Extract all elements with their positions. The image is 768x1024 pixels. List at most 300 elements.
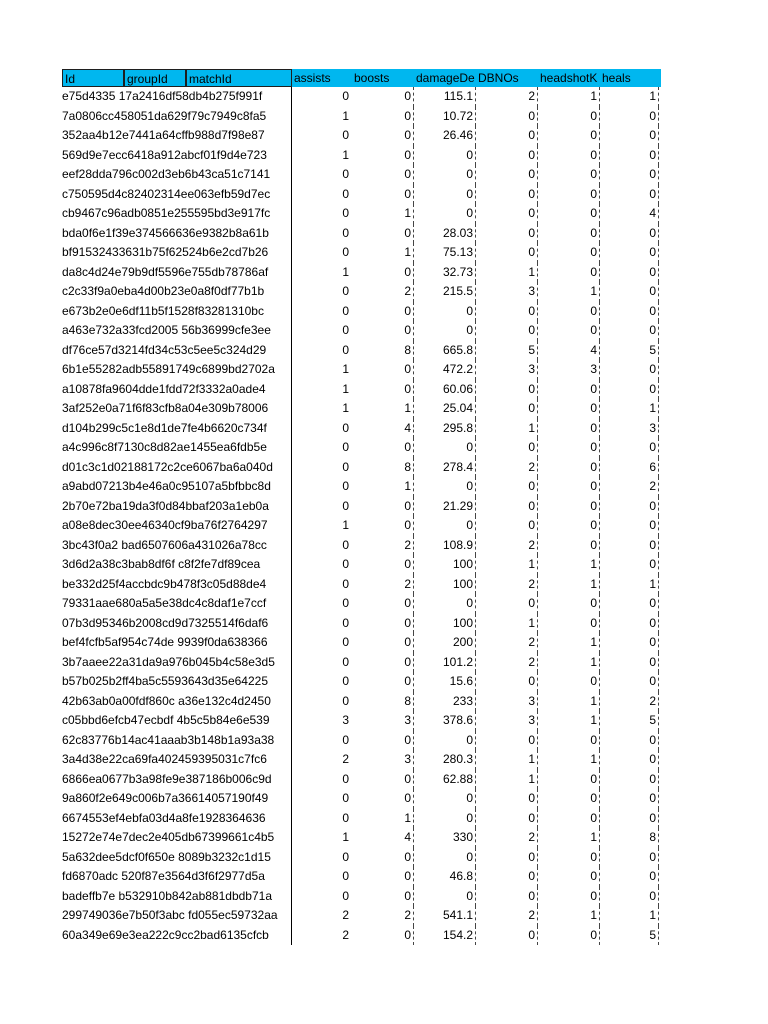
cell-id[interactable]: df76ce57d3214fd34c53c5ee5c324d29	[62, 342, 267, 357]
cell-dbnos[interactable]: 0	[528, 381, 535, 396]
cell-heals[interactable]: 4	[649, 206, 656, 220]
cell-id[interactable]: b57b025b2ff4ba5c5593643d35e64225	[62, 674, 268, 688]
cell-id[interactable]: a4c996c8f7130c8d82ae1455ea6fdb5e	[62, 440, 267, 454]
cell-assists[interactable]: 0	[342, 693, 349, 708]
cell-dbnos[interactable]: 0	[528, 401, 535, 415]
cell-heals[interactable]: 0	[649, 537, 656, 552]
cell-assists[interactable]: 1	[342, 264, 349, 279]
cell-id[interactable]: 6674553ef4ebfa03d4a8fe1928364636	[62, 810, 266, 825]
cell-assists[interactable]: 0	[342, 440, 349, 454]
header-matchid[interactable]: matchId	[186, 69, 292, 87]
cell-heals[interactable]: 0	[649, 869, 656, 883]
cell-boosts[interactable]: 0	[404, 89, 411, 103]
cell-assists[interactable]: 0	[342, 498, 349, 513]
cell-dbnos[interactable]: 3	[528, 693, 535, 708]
cell-id[interactable]: c750595d4c82402314ee063efb59d7ec	[62, 186, 271, 201]
cell-boosts[interactable]: 0	[404, 440, 411, 454]
cell-id[interactable]: 60a349e69e3ea222c9cc2bad6135cfcb	[62, 927, 269, 942]
cell-assists[interactable]: 1	[342, 147, 349, 162]
cell-heals[interactable]: 0	[649, 264, 656, 279]
cell-dbnos[interactable]: 1	[528, 557, 535, 571]
cell-headshotkills[interactable]: 0	[590, 596, 597, 610]
cell-dbnos[interactable]: 5	[528, 342, 535, 357]
cell-boosts[interactable]: 0	[404, 381, 411, 396]
cell-id[interactable]: 3a4d38e22ca69fa402459395031c7fc6	[62, 752, 267, 766]
cell-heals[interactable]: 2	[649, 479, 656, 493]
cell-assists[interactable]: 0	[342, 323, 349, 337]
cell-damage[interactable]: 28.03	[442, 225, 473, 240]
cell-boosts[interactable]: 0	[404, 596, 411, 610]
cell-damage[interactable]: 26.46	[442, 128, 473, 142]
cell-heals[interactable]: 0	[649, 732, 656, 747]
cell-id[interactable]: bda0f6e1f39e374566636e9382b8a61b	[62, 225, 269, 240]
cell-dbnos[interactable]: 2	[528, 830, 535, 844]
cell-id[interactable]: eef28dda796c002d3eb6b43ca51c7141	[62, 167, 271, 181]
cell-heals[interactable]: 0	[649, 849, 656, 864]
cell-headshotkills[interactable]: 0	[590, 849, 597, 864]
cell-boosts[interactable]: 2	[404, 576, 411, 591]
cell-headshotkills[interactable]: 0	[590, 401, 597, 415]
cell-assists[interactable]: 0	[342, 869, 349, 883]
cell-headshotkills[interactable]: 1	[590, 908, 597, 922]
cell-boosts[interactable]: 0	[404, 654, 411, 669]
cell-headshotkills[interactable]: 1	[590, 830, 597, 844]
cell-assists[interactable]: 0	[342, 479, 349, 493]
cell-assists[interactable]: 1	[342, 362, 349, 376]
cell-heals[interactable]: 0	[649, 888, 656, 903]
cell-dbnos[interactable]: 1	[528, 420, 535, 435]
cell-headshotkills[interactable]: 0	[590, 264, 597, 279]
cell-boosts[interactable]: 2	[404, 284, 411, 298]
cell-boosts[interactable]: 0	[404, 791, 411, 805]
cell-assists[interactable]: 0	[342, 284, 349, 298]
cell-dbnos[interactable]: 0	[528, 167, 535, 181]
cell-headshotkills[interactable]: 0	[590, 381, 597, 396]
cell-assists[interactable]: 0	[342, 245, 349, 259]
cell-dbnos[interactable]: 0	[528, 596, 535, 610]
cell-dbnos[interactable]: 0	[528, 245, 535, 259]
cell-boosts[interactable]: 0	[404, 108, 411, 123]
cell-heals[interactable]: 0	[649, 615, 656, 630]
cell-dbnos[interactable]: 0	[528, 810, 535, 825]
cell-boosts[interactable]: 0	[404, 635, 411, 649]
cell-heals[interactable]: 0	[649, 810, 656, 825]
cell-heals[interactable]: 6	[649, 459, 656, 474]
cell-heals[interactable]: 0	[649, 752, 656, 766]
cell-boosts[interactable]: 0	[404, 888, 411, 903]
cell-assists[interactable]: 0	[342, 615, 349, 630]
cell-damage[interactable]: 0	[466, 303, 473, 318]
cell-headshotkills[interactable]: 4	[590, 342, 597, 357]
cell-heals[interactable]: 0	[649, 771, 656, 786]
cell-id[interactable]: 79331aae680a5a5e38dc4c8daf1e7ccf	[62, 596, 267, 610]
cell-assists[interactable]: 0	[342, 537, 349, 552]
cell-assists[interactable]: 0	[342, 576, 349, 591]
cell-assists[interactable]: 0	[342, 303, 349, 318]
cell-dbnos[interactable]: 0	[528, 849, 535, 864]
cell-heals[interactable]: 3	[649, 420, 656, 435]
cell-assists[interactable]: 0	[342, 128, 349, 142]
cell-damage[interactable]: 0	[466, 186, 473, 201]
cell-dbnos[interactable]: 0	[528, 206, 535, 220]
cell-headshotkills[interactable]: 0	[590, 459, 597, 474]
cell-headshotkills[interactable]: 1	[590, 635, 597, 649]
cell-id[interactable]: e673b2e0e6df11b5f1528f83281310bc	[62, 303, 264, 318]
cell-dbnos[interactable]: 2	[528, 908, 535, 922]
cell-headshotkills[interactable]: 1	[590, 576, 597, 591]
cell-boosts[interactable]: 4	[404, 420, 411, 435]
cell-id[interactable]: 3d6d2a38c3bab8df6f c8f2fe7df89cea	[62, 557, 261, 571]
cell-id[interactable]: da8c4d24e79b9df5596e755db78786af	[62, 264, 269, 279]
cell-assists[interactable]: 0	[342, 342, 349, 357]
cell-damage[interactable]: 32.73	[442, 264, 473, 279]
cell-damage[interactable]: 0	[466, 479, 473, 493]
cell-headshotkills[interactable]: 0	[590, 440, 597, 454]
cell-id[interactable]: badeffb7e b532910b842ab881dbdb71a	[62, 888, 272, 903]
cell-id[interactable]: 5a632dee5dcf0f650e 8089b3232c1d15	[62, 849, 271, 864]
cell-headshotkills[interactable]: 0	[590, 810, 597, 825]
cell-assists[interactable]: 0	[342, 167, 349, 181]
cell-headshotkills[interactable]: 1	[590, 752, 597, 766]
cell-boosts[interactable]: 2	[404, 537, 411, 552]
cell-headshotkills[interactable]: 0	[590, 186, 597, 201]
cell-damage[interactable]: 0	[466, 147, 473, 162]
cell-headshotkills[interactable]: 0	[590, 479, 597, 493]
cell-id[interactable]: a9abd07213b4e46a0c95107a5bfbbc8d	[62, 479, 271, 493]
cell-assists[interactable]: 1	[342, 108, 349, 123]
cell-boosts[interactable]: 2	[404, 908, 411, 922]
cell-id[interactable]: 2b70e72ba19da3f0d84bbaf203a1eb0a	[62, 498, 269, 513]
cell-headshotkills[interactable]: 0	[590, 791, 597, 805]
cell-id[interactable]: 3bc43f0a2 bad6507606a431026a78cc	[62, 537, 267, 552]
cell-boosts[interactable]: 0	[404, 927, 411, 942]
cell-id[interactable]: 42b63ab0a00fdf860c a36e132c4d2450	[62, 693, 271, 708]
cell-damage[interactable]: 472.2	[442, 362, 473, 376]
cell-headshotkills[interactable]: 0	[590, 674, 597, 688]
cell-headshotkills[interactable]: 0	[590, 108, 597, 123]
cell-headshotkills[interactable]: 0	[590, 245, 597, 259]
cell-id[interactable]: 352aa4b12e7441a64cffb988d7f98e87	[62, 128, 265, 142]
cell-damage[interactable]: 665.8	[442, 342, 473, 357]
cell-headshotkills[interactable]: 0	[590, 615, 597, 630]
cell-heals[interactable]: 0	[649, 128, 656, 142]
cell-heals[interactable]: 5	[649, 927, 656, 942]
cell-headshotkills[interactable]: 0	[590, 128, 597, 142]
cell-assists[interactable]: 0	[342, 791, 349, 805]
cell-dbnos[interactable]: 0	[528, 147, 535, 162]
cell-headshotkills[interactable]: 0	[590, 206, 597, 220]
cell-id[interactable]: cb9467c96adb0851e255595bd3e917fc	[62, 206, 271, 220]
cell-headshotkills[interactable]: 0	[590, 167, 597, 181]
cell-headshotkills[interactable]: 0	[590, 771, 597, 786]
cell-damage[interactable]: 10.72	[442, 108, 473, 123]
header-damage[interactable]: damageDe	[416, 71, 475, 85]
cell-id[interactable]: 62c83776b14ac41aaab3b148b1a93a38	[62, 732, 275, 747]
cell-heals[interactable]: 1	[649, 89, 656, 103]
cell-assists[interactable]: 0	[342, 596, 349, 610]
cell-headshotkills[interactable]: 1	[590, 654, 597, 669]
cell-headshotkills[interactable]: 0	[590, 732, 597, 747]
cell-damage[interactable]: 108.9	[442, 537, 473, 552]
cell-boosts[interactable]: 0	[404, 186, 411, 201]
cell-dbnos[interactable]: 0	[528, 791, 535, 805]
cell-dbnos[interactable]: 0	[528, 303, 535, 318]
cell-heals[interactable]: 0	[649, 635, 656, 649]
cell-assists[interactable]: 0	[342, 810, 349, 825]
cell-dbnos[interactable]: 0	[528, 869, 535, 883]
cell-damage[interactable]: 330	[452, 830, 473, 844]
cell-assists[interactable]: 0	[342, 186, 349, 201]
cell-id[interactable]: e75d4335 17a2416df58db4b275f991f	[62, 89, 263, 103]
cell-headshotkills[interactable]: 0	[590, 518, 597, 532]
cell-dbnos[interactable]: 0	[528, 440, 535, 454]
cell-heals[interactable]: 0	[649, 245, 656, 259]
cell-headshotkills[interactable]: 0	[590, 147, 597, 162]
cell-dbnos[interactable]: 0	[528, 888, 535, 903]
cell-assists[interactable]: 3	[342, 713, 349, 727]
cell-boosts[interactable]: 0	[404, 674, 411, 688]
cell-headshotkills[interactable]: 3	[590, 362, 597, 376]
cell-heals[interactable]: 0	[649, 323, 656, 337]
header-dbnos[interactable]: DBNOs	[478, 71, 519, 85]
cell-boosts[interactable]: 0	[404, 362, 411, 376]
cell-headshotkills[interactable]: 0	[590, 225, 597, 240]
cell-assists[interactable]: 0	[342, 635, 349, 649]
cell-heals[interactable]: 0	[649, 440, 656, 454]
cell-headshotkills[interactable]: 1	[590, 713, 597, 727]
cell-damage[interactable]: 378.6	[442, 713, 473, 727]
cell-dbnos[interactable]: 0	[528, 732, 535, 747]
cell-id[interactable]: be332d25f4accbdc9b478f3c05d88de4	[62, 576, 267, 591]
cell-damage[interactable]: 62.88	[442, 771, 473, 786]
cell-headshotkills[interactable]: 0	[590, 303, 597, 318]
cell-heals[interactable]: 0	[649, 654, 656, 669]
cell-heals[interactable]: 0	[649, 362, 656, 376]
cell-damage[interactable]: 0	[466, 167, 473, 181]
header-heals[interactable]: heals	[602, 71, 631, 85]
cell-dbnos[interactable]: 0	[528, 479, 535, 493]
cell-dbnos[interactable]: 0	[528, 674, 535, 688]
cell-assists[interactable]: 0	[342, 89, 349, 103]
cell-headshotkills[interactable]: 0	[590, 537, 597, 552]
cell-damage[interactable]: 0	[466, 518, 473, 532]
cell-boosts[interactable]: 4	[404, 830, 411, 844]
cell-id[interactable]: a463e732a33fcd2005 56b36999cfe3ee	[62, 323, 271, 337]
cell-damage[interactable]: 101.2	[442, 654, 473, 669]
cell-id[interactable]: c05bbd6efcb47ecbdf 4b5c5b84e6e539	[62, 713, 270, 727]
cell-damage[interactable]: 0	[466, 888, 473, 903]
cell-dbnos[interactable]: 0	[528, 498, 535, 513]
cell-id[interactable]: 3af252e0a71f6f83cfb8a04e309b78006	[62, 401, 269, 415]
cell-damage[interactable]: 0	[466, 849, 473, 864]
cell-headshotkills[interactable]: 1	[590, 557, 597, 571]
cell-heals[interactable]: 0	[649, 381, 656, 396]
cell-id[interactable]: fd6870adc 520f87e3564d3f6f2977d5a	[62, 869, 265, 883]
cell-assists[interactable]: 2	[342, 908, 349, 922]
cell-id[interactable]: 299749036e7b50f3abc fd055ec59732aa	[62, 908, 278, 922]
cell-assists[interactable]: 0	[342, 420, 349, 435]
cell-boosts[interactable]: 0	[404, 264, 411, 279]
cell-assists[interactable]: 0	[342, 674, 349, 688]
cell-assists[interactable]: 2	[342, 927, 349, 942]
cell-dbnos[interactable]: 2	[528, 537, 535, 552]
cell-dbnos[interactable]: 0	[528, 323, 535, 337]
cell-id[interactable]: 3b7aaee22a31da9a976b045b4c58e3d5	[62, 654, 275, 669]
cell-id[interactable]: bf91532433631b75f62524b6e2cd7b26	[62, 245, 269, 259]
cell-dbnos[interactable]: 0	[528, 225, 535, 240]
cell-damage[interactable]: 154.2	[442, 927, 473, 942]
cell-damage[interactable]: 233	[452, 693, 473, 708]
cell-assists[interactable]: 0	[342, 654, 349, 669]
cell-assists[interactable]: 0	[342, 557, 349, 571]
cell-headshotkills[interactable]: 1	[590, 284, 597, 298]
cell-assists[interactable]: 0	[342, 771, 349, 786]
cell-heals[interactable]: 0	[649, 791, 656, 805]
cell-damage[interactable]: 0	[466, 440, 473, 454]
cell-dbnos[interactable]: 1	[528, 264, 535, 279]
cell-damage[interactable]: 0	[466, 732, 473, 747]
cell-damage[interactable]: 0	[466, 791, 473, 805]
cell-boosts[interactable]: 1	[404, 245, 411, 259]
cell-headshotkills[interactable]: 0	[590, 323, 597, 337]
cell-assists[interactable]: 0	[342, 732, 349, 747]
cell-boosts[interactable]: 0	[404, 771, 411, 786]
cell-headshotkills[interactable]: 1	[590, 693, 597, 708]
cell-boosts[interactable]: 1	[404, 479, 411, 493]
cell-boosts[interactable]: 0	[404, 869, 411, 883]
cell-boosts[interactable]: 1	[404, 401, 411, 415]
cell-dbnos[interactable]: 2	[528, 635, 535, 649]
cell-heals[interactable]: 0	[649, 303, 656, 318]
cell-id[interactable]: bef4fcfb5af954c74de 9939f0da638366	[62, 635, 268, 649]
cell-dbnos[interactable]: 0	[528, 186, 535, 201]
cell-boosts[interactable]: 0	[404, 167, 411, 181]
cell-damage[interactable]: 0	[466, 810, 473, 825]
cell-dbnos[interactable]: 1	[528, 752, 535, 766]
cell-headshotkills[interactable]: 0	[590, 869, 597, 883]
cell-dbnos[interactable]: 3	[528, 362, 535, 376]
cell-boosts[interactable]: 3	[404, 752, 411, 766]
cell-heals[interactable]: 0	[649, 284, 656, 298]
cell-boosts[interactable]: 0	[404, 498, 411, 513]
cell-boosts[interactable]: 8	[404, 693, 411, 708]
cell-id[interactable]: 569d9e7ecc6418a912abcf01f9d4e723	[62, 147, 267, 162]
cell-damage[interactable]: 100	[452, 557, 473, 571]
cell-boosts[interactable]: 0	[404, 225, 411, 240]
cell-headshotkills[interactable]: 0	[590, 888, 597, 903]
cell-assists[interactable]: 1	[342, 518, 349, 532]
cell-heals[interactable]: 0	[649, 186, 656, 201]
cell-heals[interactable]: 1	[649, 401, 656, 415]
cell-damage[interactable]: 295.8	[442, 420, 473, 435]
cell-heals[interactable]: 0	[649, 225, 656, 240]
cell-dbnos[interactable]: 3	[528, 713, 535, 727]
cell-heals[interactable]: 0	[649, 498, 656, 513]
cell-boosts[interactable]: 8	[404, 342, 411, 357]
cell-id[interactable]: 9a860f2e649c006b7a36614057190f49	[62, 791, 269, 805]
cell-dbnos[interactable]: 0	[528, 927, 535, 942]
cell-assists[interactable]: 0	[342, 849, 349, 864]
cell-damage[interactable]: 100	[452, 576, 473, 591]
cell-id[interactable]: 7a0806cc458051da629f79c7949c8fa5	[62, 108, 267, 123]
cell-assists[interactable]: 1	[342, 401, 349, 415]
cell-damage[interactable]: 541.1	[442, 908, 473, 922]
header-assists[interactable]: assists	[294, 71, 331, 85]
cell-heals[interactable]: 0	[649, 147, 656, 162]
cell-headshotkills[interactable]: 0	[590, 927, 597, 942]
cell-dbnos[interactable]: 1	[528, 771, 535, 786]
cell-id[interactable]: a08e8dec30ee46340cf9ba76f2764297	[62, 518, 268, 532]
cell-damage[interactable]: 215.5	[442, 284, 473, 298]
cell-boosts[interactable]: 3	[404, 713, 411, 727]
cell-boosts[interactable]: 8	[404, 459, 411, 474]
cell-heals[interactable]: 1	[649, 908, 656, 922]
cell-dbnos[interactable]: 0	[528, 518, 535, 532]
cell-assists[interactable]: 0	[342, 888, 349, 903]
cell-damage[interactable]: 15.6	[449, 674, 473, 688]
cell-headshotkills[interactable]: 1	[590, 89, 597, 103]
cell-boosts[interactable]: 1	[404, 206, 411, 220]
cell-assists[interactable]: 0	[342, 206, 349, 220]
cell-dbnos[interactable]: 2	[528, 459, 535, 474]
cell-dbnos[interactable]: 3	[528, 284, 535, 298]
cell-damage[interactable]: 0	[466, 596, 473, 610]
cell-dbnos[interactable]: 0	[528, 128, 535, 142]
cell-boosts[interactable]: 0	[404, 518, 411, 532]
header-boosts[interactable]: boosts	[354, 71, 390, 85]
cell-damage[interactable]: 21.29	[442, 498, 473, 513]
cell-heals[interactable]: 2	[649, 693, 656, 708]
cell-damage[interactable]: 46.8	[449, 869, 473, 883]
cell-damage[interactable]: 75.13	[442, 245, 473, 259]
cell-id[interactable]: 6866ea0677b3a98fe9e387186b006c9d	[62, 771, 272, 786]
cell-headshotkills[interactable]: 0	[590, 420, 597, 435]
cell-id[interactable]: c2c33f9a0eba4d00b23e0a8f0df77b1b	[62, 284, 265, 298]
cell-boosts[interactable]: 0	[404, 615, 411, 630]
cell-damage[interactable]: 200	[452, 635, 473, 649]
cell-dbnos[interactable]: 2	[528, 576, 535, 591]
header-groupid[interactable]: groupId	[124, 69, 186, 87]
cell-damage[interactable]: 280.3	[442, 752, 473, 766]
cell-boosts[interactable]: 0	[404, 303, 411, 318]
cell-dbnos[interactable]: 1	[528, 615, 535, 630]
cell-assists[interactable]: 1	[342, 830, 349, 844]
cell-boosts[interactable]: 0	[404, 323, 411, 337]
cell-heals[interactable]: 0	[649, 557, 656, 571]
cell-damage[interactable]: 60.06	[442, 381, 473, 396]
cell-boosts[interactable]: 0	[404, 147, 411, 162]
cell-heals[interactable]: 5	[649, 713, 656, 727]
cell-dbnos[interactable]: 2	[528, 89, 535, 103]
cell-damage[interactable]: 115.1	[443, 89, 473, 103]
cell-damage[interactable]: 25.04	[442, 401, 473, 415]
header-id[interactable]: Id	[62, 69, 124, 87]
cell-heals[interactable]: 0	[649, 674, 656, 688]
cell-id[interactable]: 07b3d95346b2008cd9d7325514f6daf6	[62, 615, 269, 630]
header-headshotkills[interactable]: headshotK	[540, 71, 598, 85]
cell-heals[interactable]: 1	[649, 576, 656, 591]
cell-id[interactable]: d104b299c5c1e8d1de7fe4b6620c734f	[62, 420, 267, 435]
cell-damage[interactable]: 278.4	[442, 459, 473, 474]
cell-id[interactable]: 15272e74e7dec2e405db67399661c4b5	[62, 830, 275, 844]
cell-assists[interactable]: 1	[342, 381, 349, 396]
cell-damage[interactable]: 0	[466, 323, 473, 337]
cell-id[interactable]: a10878fa9604dde1fdd72f3332a0ade4	[62, 381, 266, 396]
cell-id[interactable]: 6b1e55282adb55891749c6899bd2702a	[62, 362, 275, 376]
cell-heals[interactable]: 0	[649, 518, 656, 532]
cell-heals[interactable]: 0	[649, 108, 656, 123]
cell-heals[interactable]: 8	[649, 830, 656, 844]
